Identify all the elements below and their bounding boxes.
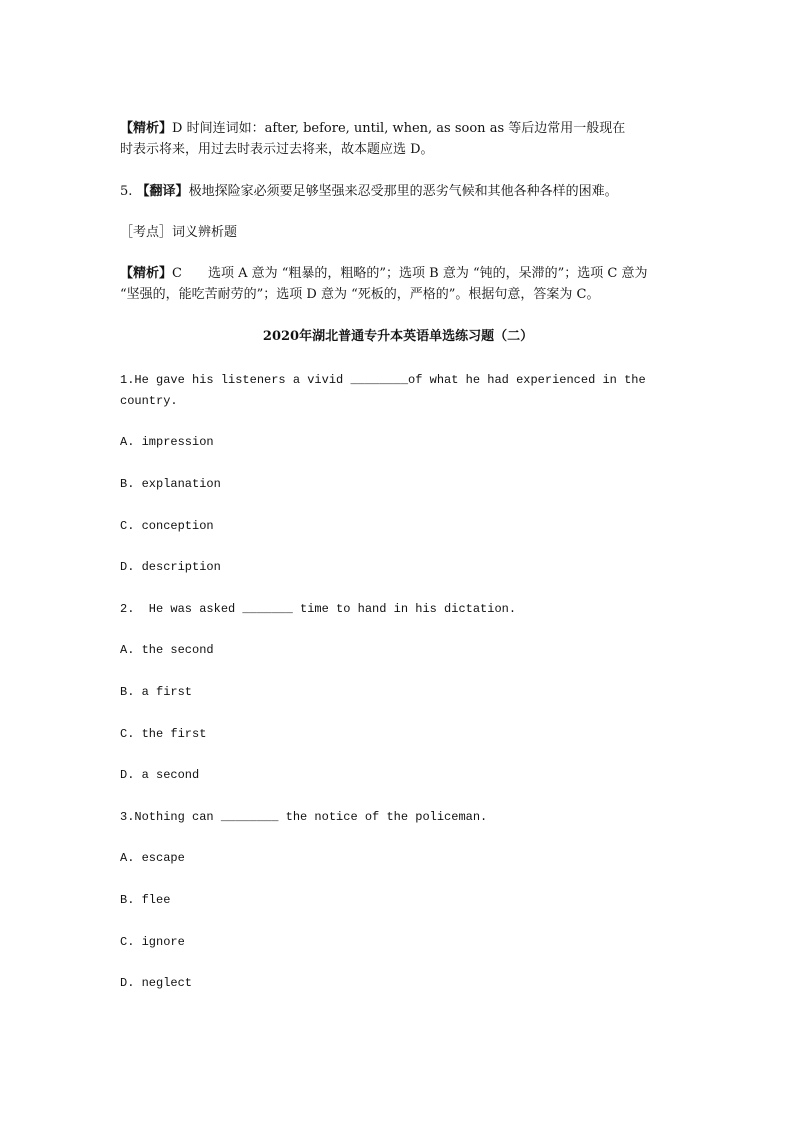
item5-analysis-line1 (120, 263, 676, 284)
analysis-text: C 选项 A 意为 “粗暴的，粗略的”；选项 B 意为 “钝的，呆滞的”；选项 C 意为 (172, 266, 648, 281)
item4-analysis-line1 (120, 118, 676, 139)
question-3-stem: 3.Nothing can ________ the notice of the policeman. (120, 810, 488, 824)
analysis-text: D 时间连词如：after, before, until, when, as soon as 等后边常用一般现在 (172, 121, 626, 136)
question-1-option-c: C. conception (120, 519, 214, 533)
question-3-option-a: A. escape (120, 851, 185, 865)
translation-label: 【翻译】 (136, 184, 189, 199)
item5-test-point: ［考点］词义辨析题 (120, 225, 238, 240)
question-2-option-c: C. the first (120, 727, 207, 741)
question-2-option-d: D. a second (120, 768, 200, 782)
section-title: 2020年湖北普通专升本英语单选练习题（二） (262, 329, 534, 344)
question-2-stem: 2. He was asked _______ time to hand in his dictation. (120, 602, 517, 616)
question-3-option-d: D. neglect (120, 976, 193, 990)
question-1-stem-line2: country. (120, 394, 178, 408)
analysis-label: 【精析】 (120, 266, 173, 281)
question-1-stem-line1: 1.He gave his listeners a vivid ________of what he had experienced in the (120, 373, 646, 387)
translation-text: 极地探险家必须要足够坚强来忍受那里的恶劣气候和其他各种各样的困难。 (188, 184, 618, 199)
question-3-option-c: C. ignore (120, 935, 185, 949)
question-2-option-a: A. the second (120, 643, 214, 657)
analysis-label: 【精析】 (120, 121, 173, 136)
question-2-option-b: B. a first (120, 685, 193, 699)
question-3-option-b: B. flee (120, 893, 171, 907)
item5-analysis-line2: “坚强的，能吃苦耐劳的”；选项 D 意为 “死板的，严格的”。根据句意，答案为 C。 (120, 287, 600, 302)
question-1-option-a: A. impression (120, 435, 214, 449)
question-1-option-d: D. description (120, 560, 221, 574)
question-1-option-b: B. explanation (120, 477, 221, 491)
item-number: 5. (120, 184, 133, 199)
item5-translation (120, 181, 676, 202)
item4-analysis-line2: 时表示将来，用过去时表示过去将来，故本题应选 D。 (120, 142, 434, 157)
